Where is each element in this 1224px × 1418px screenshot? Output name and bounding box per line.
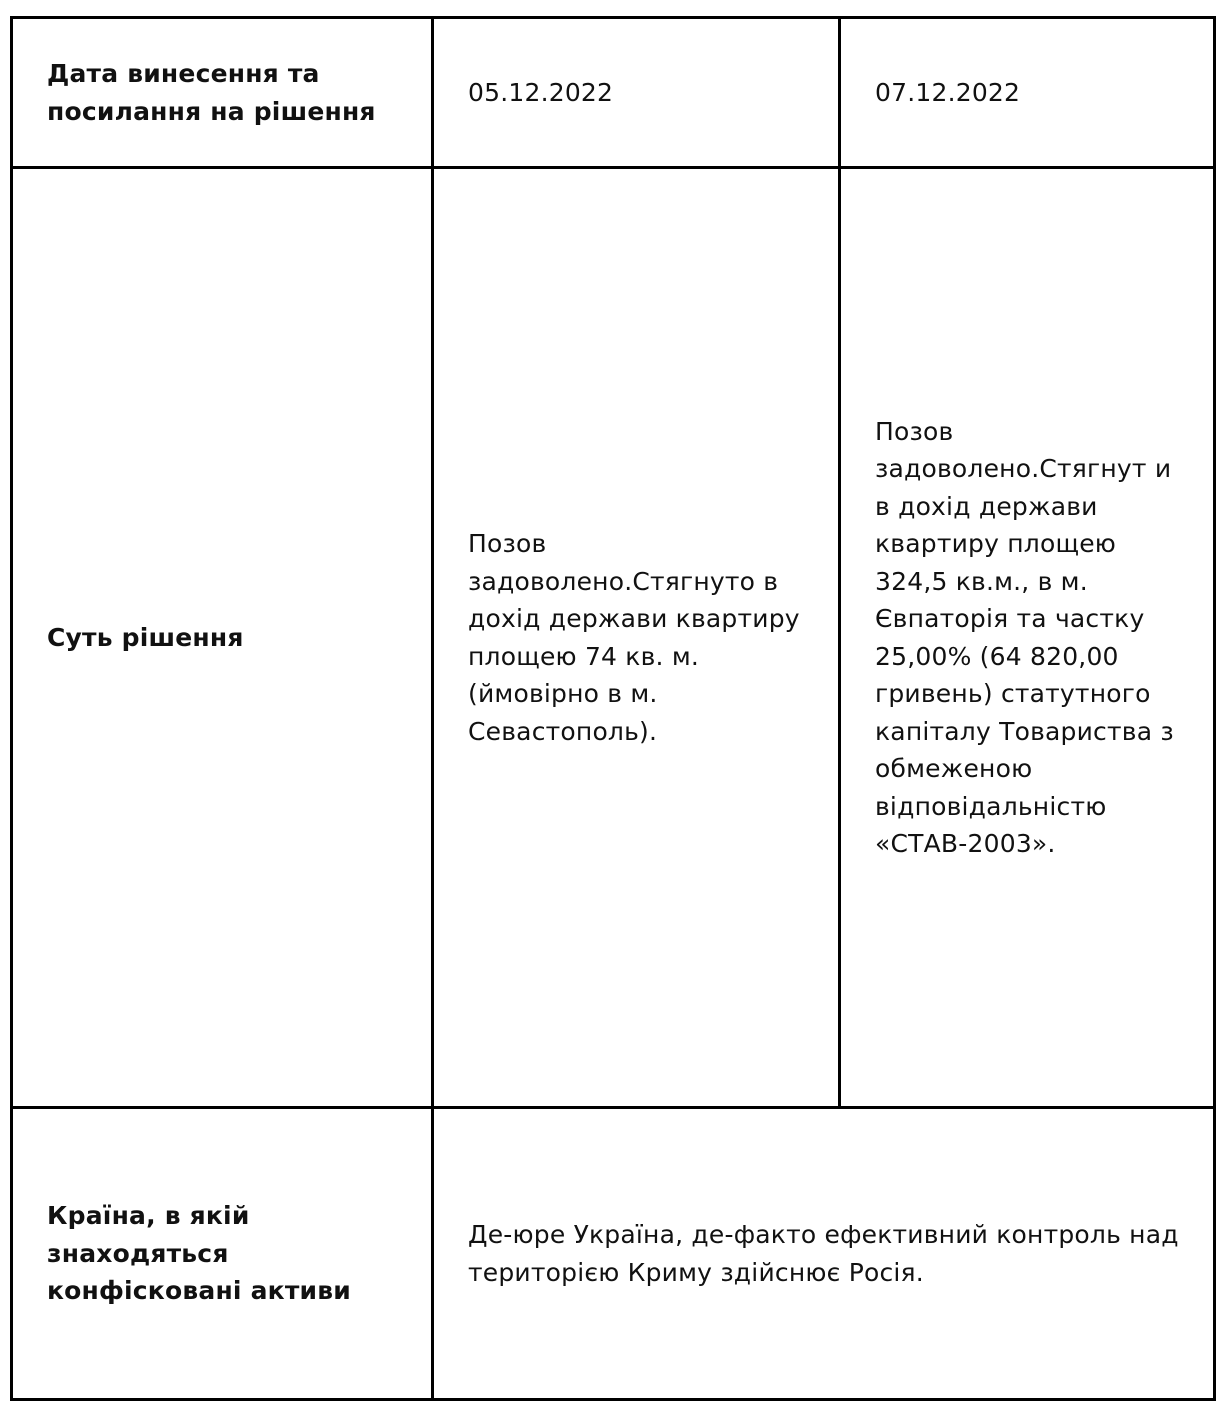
row-label-essence: [12, 168, 433, 1108]
row-label-date: [12, 18, 433, 168]
country-text: Де-юре Україна, де-факто ефективний контроль над територією Криму здійснює Росія.: [468, 1220, 1179, 1287]
decisions-table: [10, 16, 1216, 1401]
date-value: 07.12.2022: [875, 77, 1021, 107]
table-row-essence: [12, 168, 1215, 1108]
cell-date-2: [840, 18, 1215, 168]
cell-essence-2: [840, 168, 1215, 1108]
row-label-text: Дата винесення та посилання на рішення: [47, 59, 376, 126]
cell-date-1: [433, 18, 840, 168]
cell-country: [433, 1108, 1215, 1400]
date-value: 05.12.2022: [468, 77, 614, 107]
cell-essence-1: [433, 168, 840, 1108]
table-row-date: [12, 18, 1215, 168]
row-label-text: Суть рішення: [47, 622, 244, 652]
essence-text: Позов задоволено.Стягнут и в дохід держави квартиру площею 324,5 кв.м., в м. Євпаторія та частку 25,00% (64 820,00 гривень) статутного капіталу Товариства з обмеженою відповідальністю «СТАВ-2003».: [875, 416, 1174, 858]
table-row-country: [12, 1108, 1215, 1400]
essence-text: Позов задоволено.Стягнуто в дохід держави квартиру площею 74 кв. м. (ймовірно в м. Севастополь).: [468, 529, 800, 746]
row-label-country: [12, 1108, 433, 1400]
row-label-text: Країна, в якій знаходяться конфісковані активи: [47, 1201, 351, 1306]
